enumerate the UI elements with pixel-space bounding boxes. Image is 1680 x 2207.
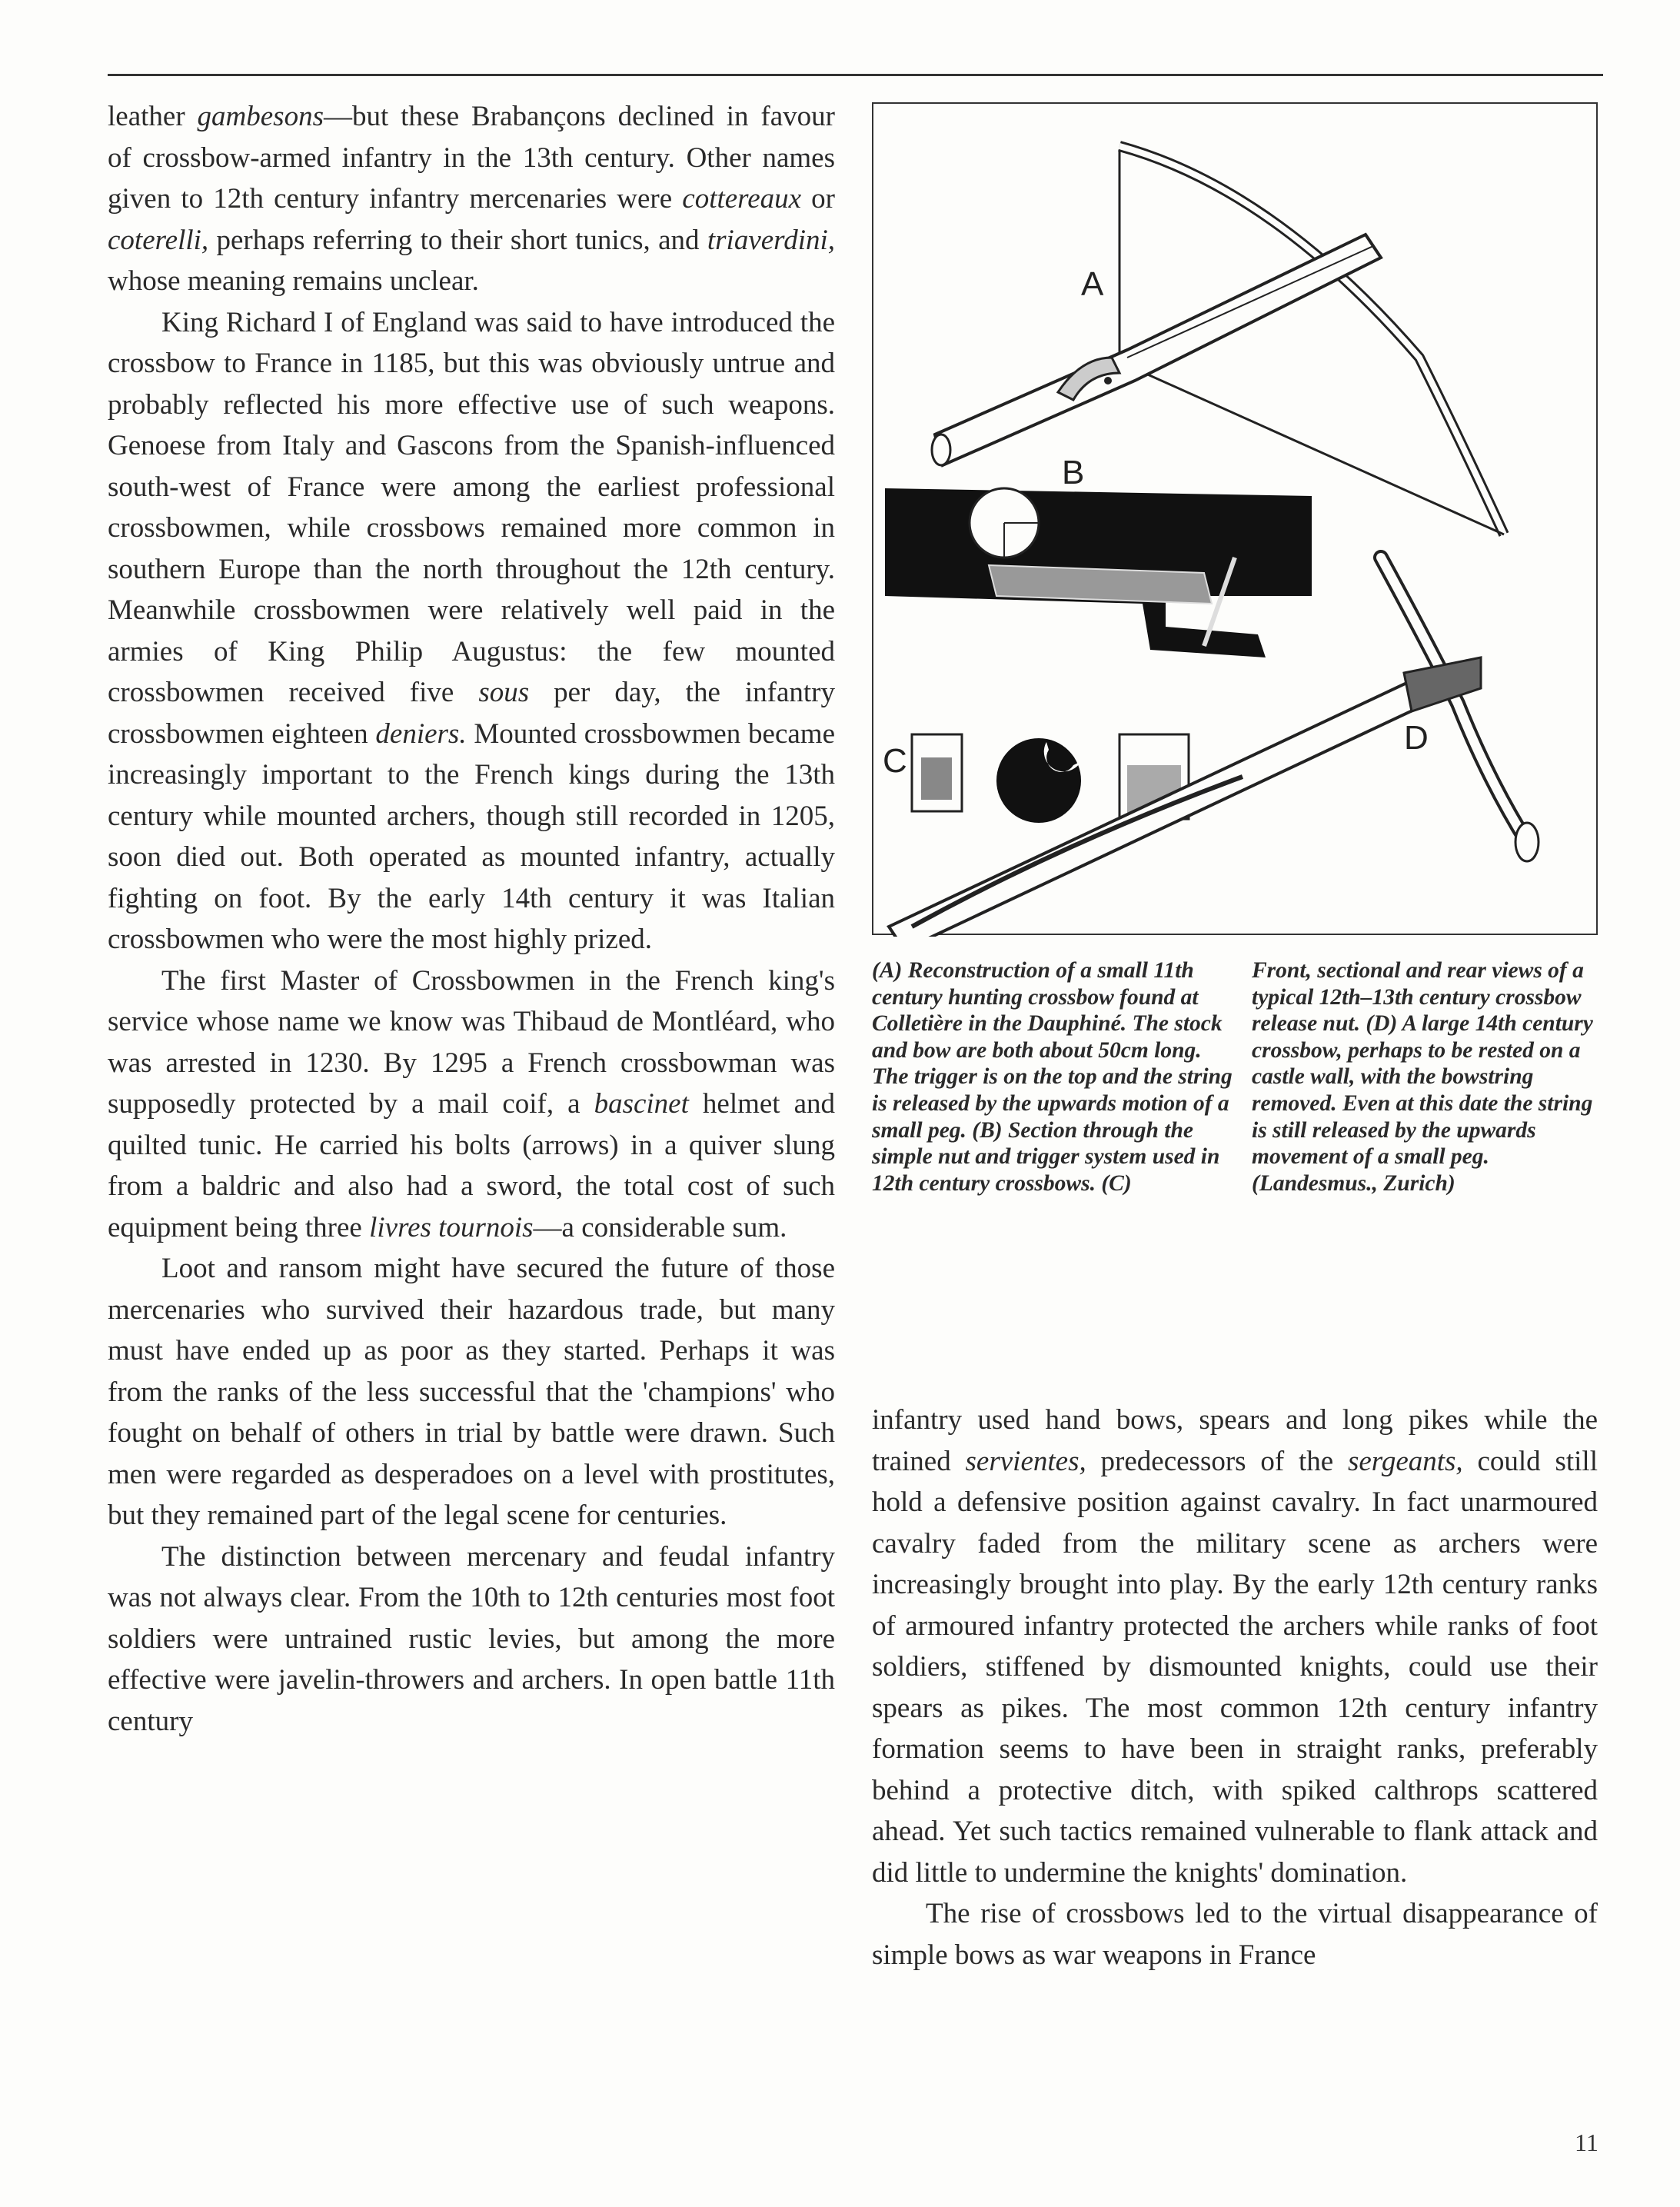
figure-label-a: A [1081,265,1104,303]
bow-tip-d [1515,823,1539,861]
paragraph: King Richard I of England was said to have introduced the crossbow to France in 1185, but this was obviously untrue and probably reflected his more effective use of such weapons. Genoese from Italy and Gascons from the Spanish-influenced south-west of France were among the earliest professional crossbowmen, while crossbows remained more common in southern Europe than the north throughout the 12th century. Meanwhile crossbowmen were relatively well paid in the armies of King Philip Augustus: the few mounted crossbowmen received five sous per day, the infantry crossbowmen eighteen deniers. Mounted crossbowmen became increasingly important to the French kings during the 13th century while mounted archers, though still recorded in 1205, soon died out. Both operated as mounted infantry, actually fighting on foot. By the early 14th century it was Italian crossbowmen who were the most highly prized. [108,306,836,955]
nut-section-c [996,738,1081,823]
figure-label-d: D [1404,719,1429,757]
stock-end-a [932,434,950,465]
paragraph: infantry used hand bows, spears and long pikes while the trained servientes, predecessors of the sergeants, could still hold a defensive position against cavalry. In fact unarmoured cavalry faded from the military scene as archers were increasingly brought into play. By the early 12th century ranks of armoured infantry protected the archers while ranks of foot soldiers, stiffened by dismounted knights, could use their spears as pikes. The most common 12th century infantry formation seems to have been in straight ranks, preferably behind a protective ditch, with spiked calthrops scattered ahead. Yet such tactics remained vulnerable to flank attack and did little to undermine the knights' domination. [872,1404,1598,1889]
crossbow-illustration [872,102,1598,935]
top-rule [108,74,1603,76]
paragraph: The first Master of Crossbowmen in the French king's service whose name we know was Thibaud de Montléard, who was arrested in 1230. By 1295 a French crossbowman was supposedly protected by a mail coif, a bascinet helmet and quilted tunic. He carried his bolts (arrows) in a quiver slung from a baldric and also had a sword, the total cost of such equipment being three livres tournois—a considerable sum. [108,964,836,1243]
page-number: 11 [1575,2129,1598,2156]
crossbow-drawing [873,104,1599,937]
bow-binding-d [1404,657,1481,711]
pin-a [1104,377,1112,384]
figure-caption-left: (A) Reconstruction of a small 11th century hunting crossbow found at Colletière in the Dauphiné. The stock and bow are both about 50cm long. The trigger is on the top and the string is released by the upwards motion of a small peg. (B) Section through the simple nut and trigger system used in 12th century crossbows. (C) [872,958,1233,1196]
right-text-column [872,1400,1598,1976]
paragraph: Loot and ransom might have secured the future of those mercenaries who survived their hazardous trade, but many must have ended up as poor as they started. Perhaps it was from the ranks of the less successful that the 'champions' who fought on behalf of others in trial by battle were drawn. Such men were regarded as desperadoes on a level with prostitutes, but they remained part of the legal scene for centuries. [108,1253,835,1531]
figure-label-b: B [1062,454,1085,491]
nut-front-c-fill [921,757,952,800]
figure-caption-right: Front, sectional and rear views of a typical 12th–13th century crossbow release nut. (D) A large 14th century crossbow, perhaps to be rested on a castle wall, with the bowstring removed. Even at this date the string is still released by the upwards movement of a small peg. (Landesmus., Zurich) [1252,958,1593,1196]
paragraph: leather gambesons—but these Brabançons declined in favour of crossbow-armed infantry in the 13th century. Other names given to 12th century infantry mercenaries were cottereaux or coterelli, perhaps referring to their short tunics, and triaverdini, whose meaning remains unclear. [108,101,835,297]
paragraph: The distinction between mercenary and feudal infantry was not always clear. From the 10th to 12th centuries most foot soldiers were untrained rustic levies, but among the more effective were javelin-throwers and archers. In open battle 11th century [108,1540,835,1737]
paragraph: The rise of crossbows led to the virtual disappearance of simple bows as war weapons in France [872,1898,1598,1971]
figure-label-c: C [883,742,907,780]
stock-a [935,235,1381,465]
left-text-column [108,96,835,1742]
stock-a-groove [1127,246,1373,358]
